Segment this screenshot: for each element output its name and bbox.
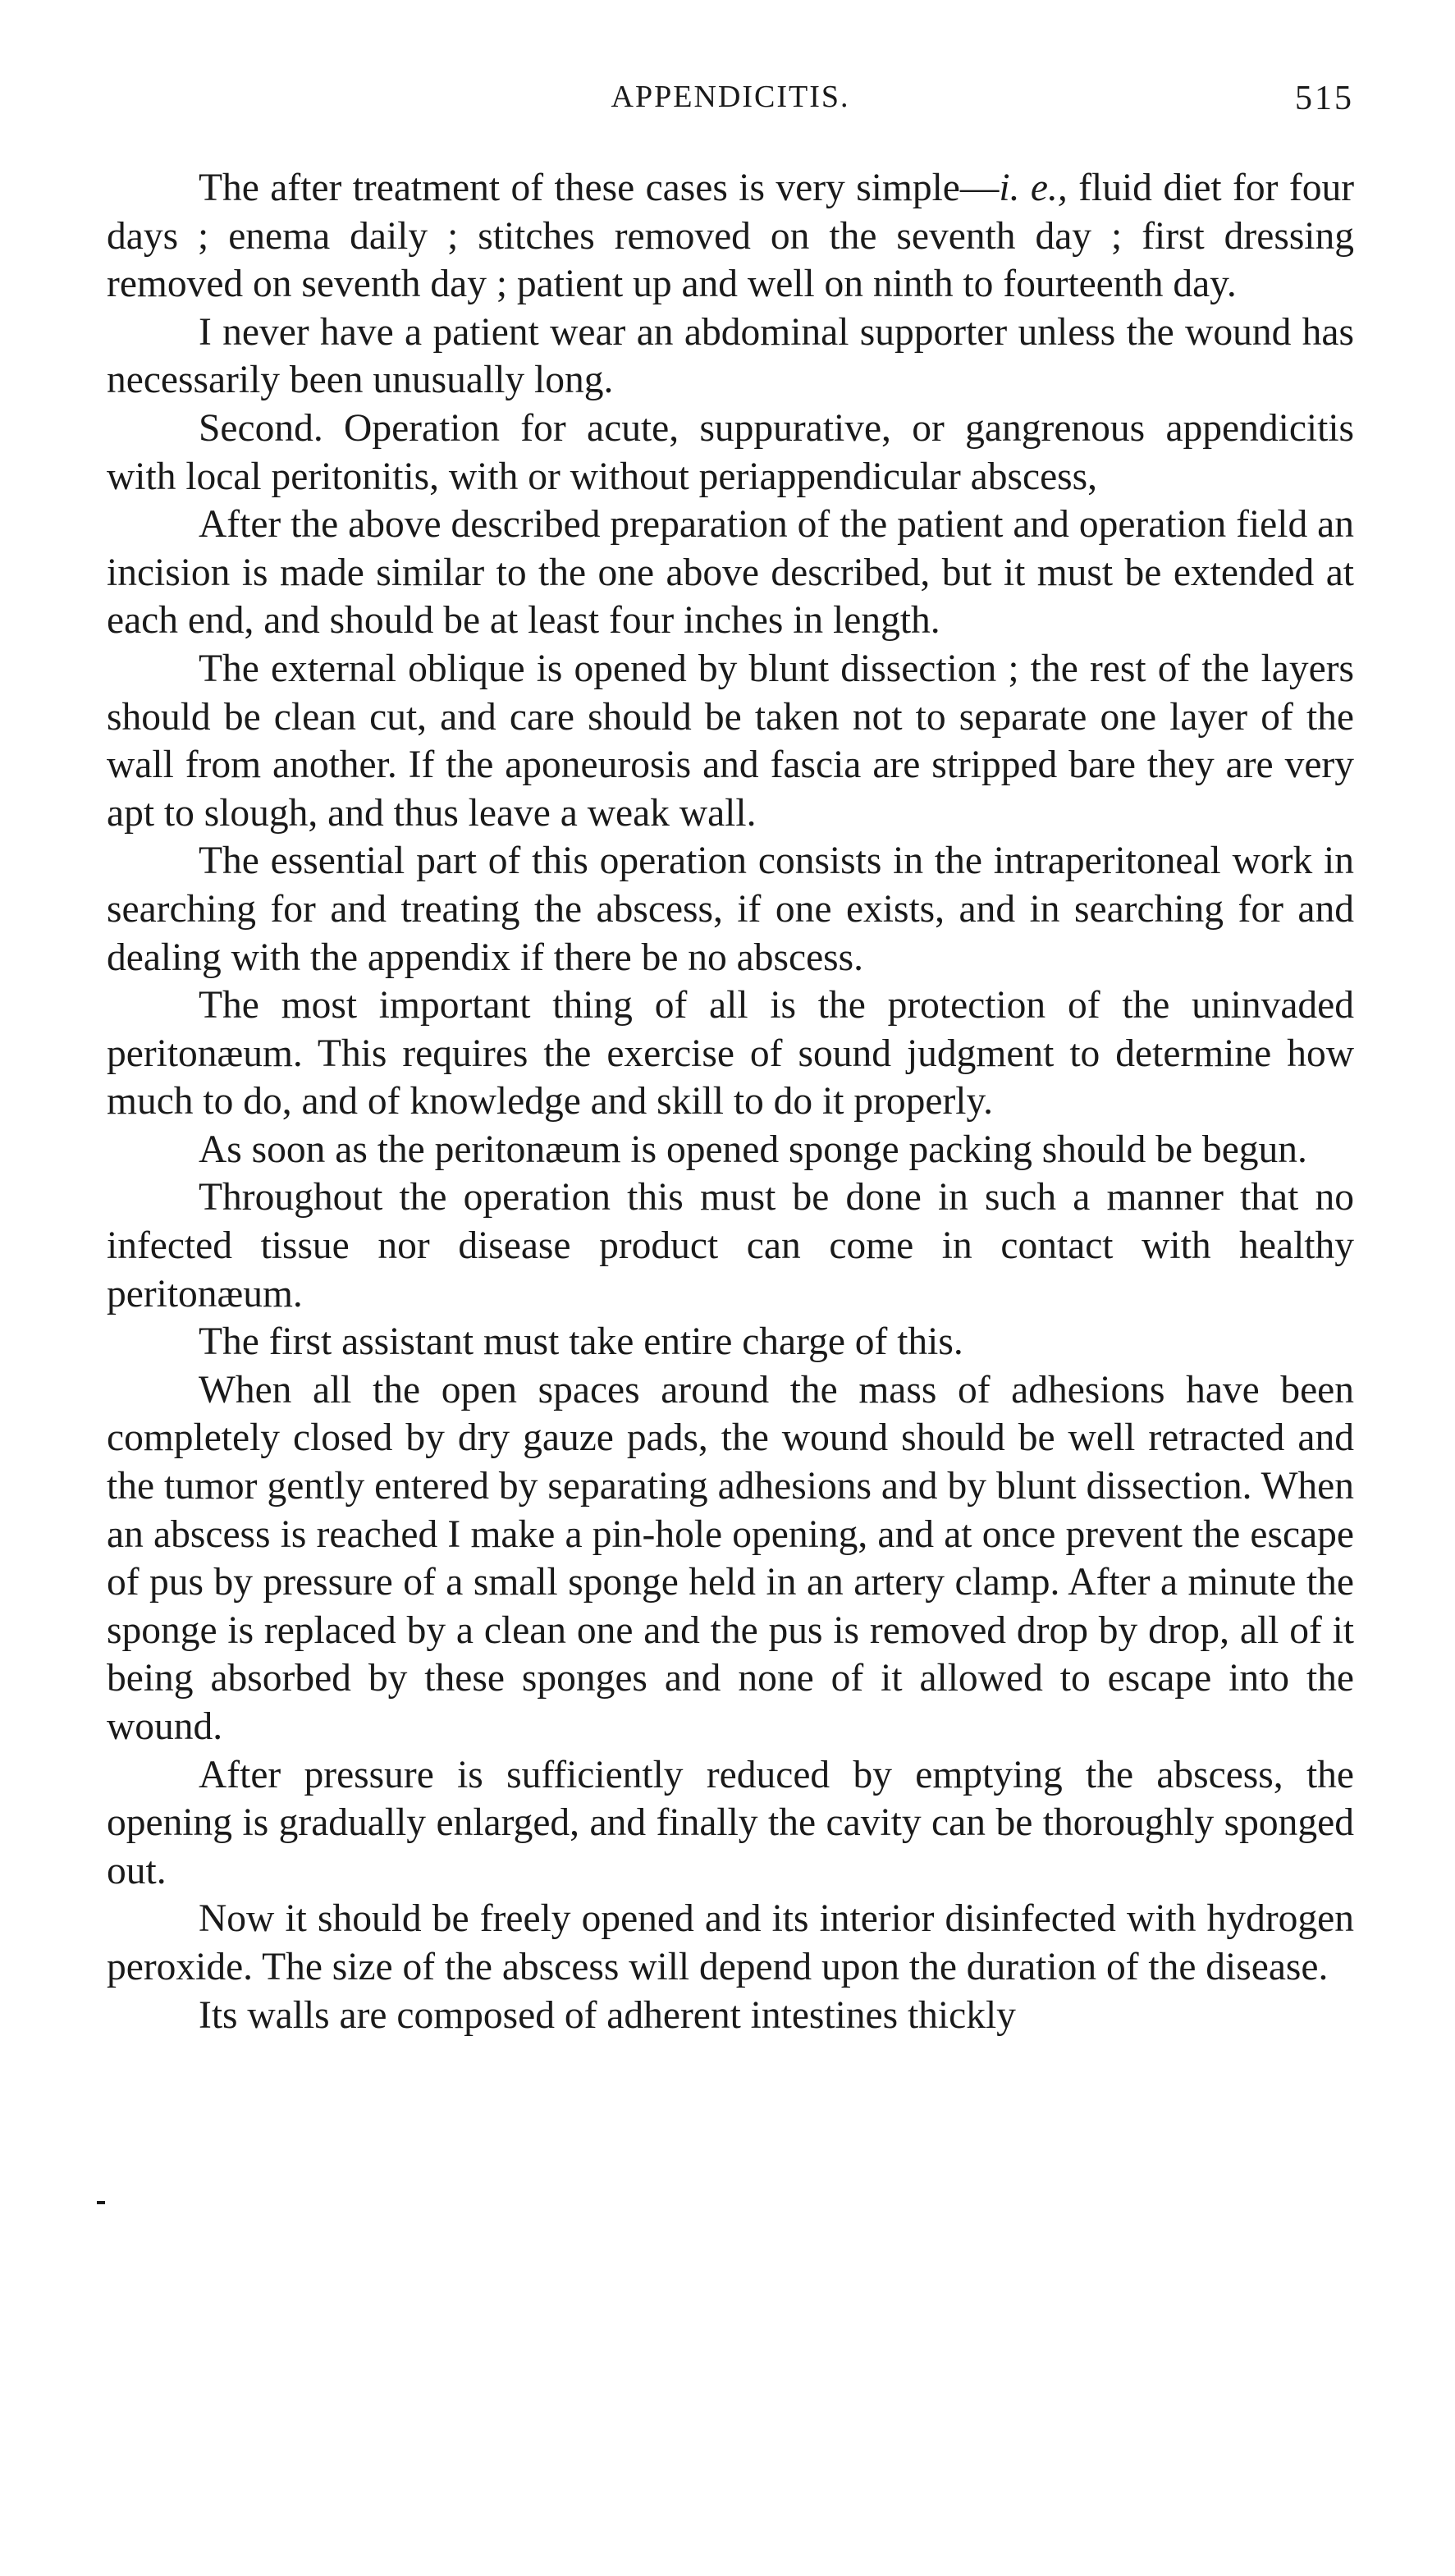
paragraph-walls: Its walls are composed of adherent intestines thickly — [199, 1993, 1016, 2037]
paragraph-incision: After the above described preparation of the patient and operation field an incision is made similar to the one above described, but it must be extended at each end, and should be at least four inches in length. — [107, 503, 1354, 643]
p1-text-end: fluid diet for four days ; enema daily ; stitches removed on the seventh day ; first dressing removed on seventh day ; patient up and well on ninth to fourteenth day. — [107, 167, 1355, 306]
running-title: APPENDICITIS. — [611, 80, 850, 114]
p1-italic-ie: i. e., — [999, 167, 1068, 209]
paragraph-throughout: Throughout the operation this must be done in such a manner that no infected tissue nor disease product can come in contact with healthy peritonæum. — [107, 1176, 1354, 1315]
page-header — [107, 79, 1354, 136]
paragraph-first-assistant: The first assistant must take entire charge of this. — [199, 1320, 963, 1364]
paragraph-external-oblique: The external oblique is opened by blunt dissection ; the rest of the layers should be clean cut, and care should be taken not to separate one layer of the wall from another. If the aponeurosis and fascia are stripped bare they are very apt to slough, and thus leave a weak wall. — [107, 647, 1354, 835]
paragraph-after-treatment — [107, 164, 1354, 309]
margin-mark — [97, 2201, 105, 2204]
paragraph-sponge-packing: As soon as the peritonæum is opened sponge packing should be begun. — [199, 1128, 1307, 1171]
paragraph-disinfection: Now it should be freely opened and its interior disinfected with hydrogen peroxide. The size of the abscess will depend upon the duration of the disease. — [107, 1897, 1354, 1988]
p1-text-start: The after treatment of these cases is very simple— — [199, 167, 1000, 209]
body-text — [107, 164, 1354, 2039]
paragraph-essential-part: The essential part of this operation consists in the intraperitoneal work in searching for and treating the abscess, if one exists, and in searching for and dealing with the appendix if there be no abscess. — [107, 840, 1354, 979]
page-number: 515 — [1295, 80, 1354, 117]
paragraph-supporter: I never have a patient wear an abdominal supporter unless the wound has necessarily been unusually long. — [107, 310, 1354, 402]
paragraph-pressure-reduced: After pressure is sufficiently reduced by emptying the abscess, the opening is gradually enlarged, and finally the cavity can be thoroughly sponged out. — [107, 1753, 1354, 1892]
paragraph-open-spaces: When all the open spaces around the mass of adhesions have been completely closed by dry gauze pads, the wound should be well retracted and the tumor gently entered by separating adhesions and by blunt dissection. When an abscess is reached I make a pin-hole opening, and at once prevent the escape of pus by pressure of a small sponge held in an artery clamp. After a minute the sponge is replaced by a clean one and the pus is removed drop by drop, all of it being absorbed by these sponges and none of it allowed to escape into the wound. — [107, 1368, 1354, 1748]
paragraph-protection: The most important thing of all is the protection of the uninvaded peritonæum. This requires the exercise of sound judgment to determine how much to do, and of knowledge and skill to do it properly. — [107, 984, 1354, 1123]
paragraph-second-operation: Second. Operation for acute, suppurative, or gangrenous appendicitis with local peritonitis, with or without periappendicular abscess, — [107, 406, 1354, 498]
